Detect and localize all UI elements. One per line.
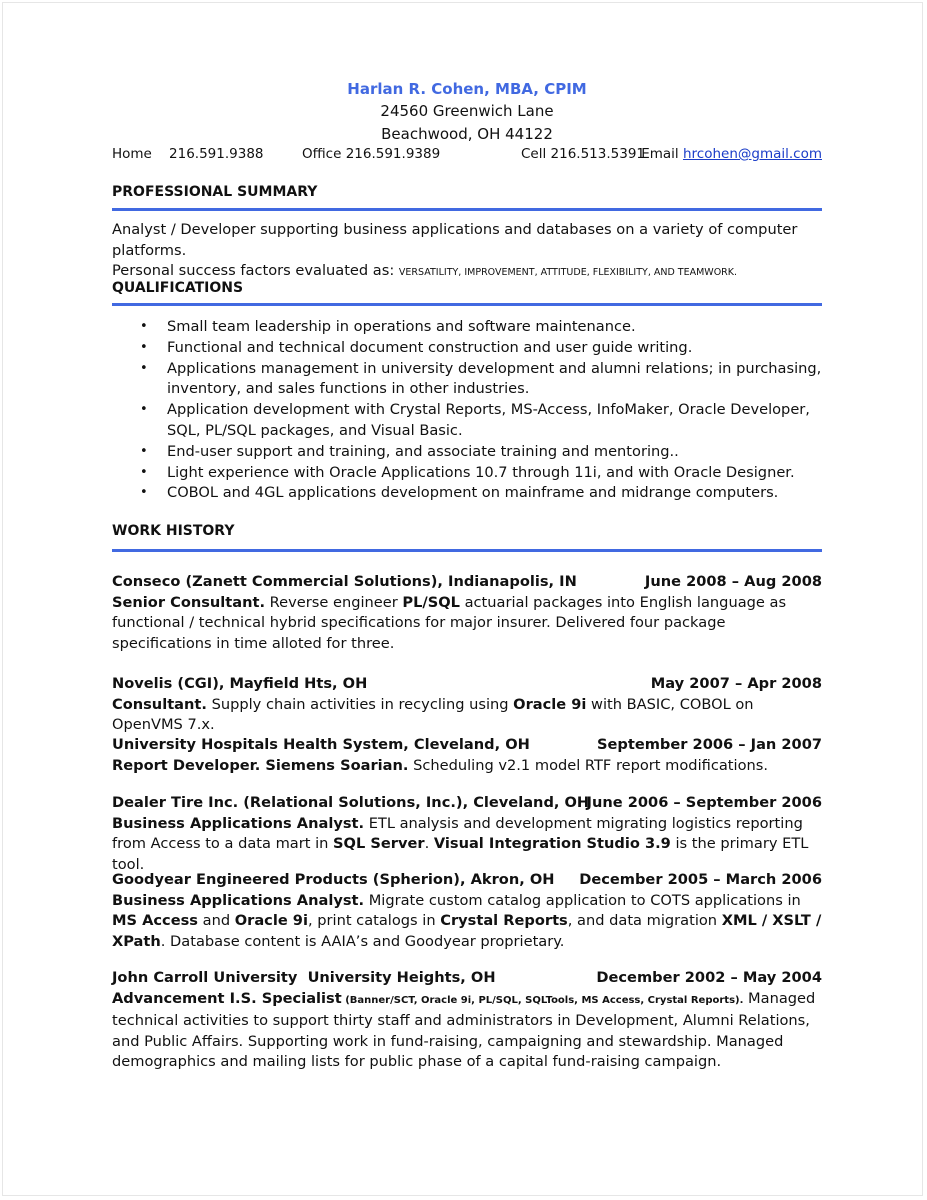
- job-description: [112, 989, 822, 1073]
- email-link[interactable]: hrcohen@gmail.com: [682, 146, 822, 162]
- job-entry: [112, 572, 822, 654]
- job-text: and: [197, 912, 235, 929]
- job-header: [112, 735, 822, 756]
- job-header: [112, 968, 822, 989]
- job-description: [112, 891, 822, 953]
- office-phone: Office 216.591.9389: [302, 146, 441, 162]
- job-tech: SQL Server: [333, 835, 425, 852]
- job-header: [112, 572, 822, 593]
- qualifications-divider: [112, 303, 822, 306]
- qualifications-title: QUALIFICATIONS: [112, 280, 244, 296]
- job-description: [112, 756, 822, 777]
- job-text: Reverse engineer: [265, 593, 403, 611]
- qualification-item: [112, 463, 822, 484]
- job-tech: XML / XSLT / XPath: [112, 912, 822, 950]
- job-role: Consultant.: [112, 695, 207, 713]
- qualification-text: Small team leadership in operations and software maintenance.: [167, 318, 636, 335]
- job-company: Novelis (CGI), Mayfield Hts, OH: [112, 675, 368, 692]
- work-history-title: WORK HISTORY: [112, 523, 235, 539]
- job-text: actuarial packages into English language as functional / technical hybrid specifications for major insurer. Delivered four package specifications in time alloted for three.: [112, 593, 787, 652]
- job-entry: [112, 870, 822, 952]
- work-history-divider: [112, 549, 822, 552]
- job-entry: [112, 735, 822, 776]
- summary-line-2-prefix: Personal success factors evaluated as:: [112, 262, 399, 279]
- job-text: ETL analysis and development migrating logistics reporting from Access to a data mart in: [112, 814, 803, 852]
- job-company: Dealer Tire Inc. (Relational Solutions, Inc.), Cleveland, OH: [112, 794, 590, 811]
- qualification-item: [112, 400, 822, 442]
- job-role: Advancement I.S. Specialist: [112, 989, 342, 1007]
- job-company: Conseco (Zanett Commercial Solutions), Indianapolis, IN: [112, 573, 577, 590]
- job-description: [112, 695, 822, 736]
- candidate-name: Harlan R. Cohen, MBA, CPIM: [347, 80, 587, 98]
- address-line-2: Beachwood, OH 44122: [381, 125, 553, 143]
- job-header: [112, 870, 822, 891]
- bullet-icon: •: [140, 319, 148, 334]
- bullet-icon: •: [140, 339, 148, 355]
- job-role: Business Applications Analyst.: [112, 814, 365, 832]
- job-text: , print catalogs in: [307, 912, 441, 929]
- resume-page: [2, 2, 923, 1196]
- qualification-item: [112, 483, 822, 504]
- job-dates: December 2002 – May 2004: [596, 969, 822, 986]
- job-text: with BASIC, COBOL on OpenVMS 7.x.: [112, 695, 754, 733]
- summary-title: PROFESSIONAL SUMMARY: [112, 184, 318, 200]
- qualification-text: COBOL and 4GL applications development on mainframe and midrange computers.: [167, 484, 779, 502]
- qualification-text: Light experience with Oracle Applications 10.7 through 11i, and with Oracle Designer.: [167, 463, 795, 481]
- job-entry: [112, 793, 822, 875]
- job-text: Scheduling v2.1 model RTF report modifications.: [408, 756, 768, 774]
- email-label: Email: [641, 146, 683, 162]
- summary-line-1: Analyst / Developer supporting business applications and databases on a variety of computer platforms.: [112, 221, 798, 259]
- qualification-item: [112, 338, 822, 359]
- address-line-1: 24560 Greenwich Lane: [380, 102, 554, 120]
- qualification-text: End-user support and training, and associate training and mentoring..: [167, 442, 679, 460]
- job-text: . Database content is AAIA’s and Goodyear proprietary.: [160, 932, 565, 950]
- job-dates: June 2006 – September 2006: [586, 794, 822, 811]
- bullet-icon: •: [140, 402, 148, 418]
- qualification-item: [112, 442, 822, 463]
- qualifications-list: [112, 317, 822, 504]
- job-role: Senior Consultant.: [112, 593, 266, 611]
- bullet-icon: •: [140, 360, 148, 376]
- job-company: John Carroll University University Heights, OH: [112, 969, 496, 986]
- job-entry: [112, 968, 822, 1073]
- qualification-item: [112, 359, 822, 401]
- job-company: University Hospitals Health System, Cleveland, OH: [112, 736, 530, 753]
- job-tech: Oracle 9i: [513, 695, 587, 713]
- job-tech: Crystal Reports: [440, 912, 568, 929]
- job-tools: (Banner/SCT, Oracle 9i, PL/SQL, SQLTools, MS Access, Crystal Reports).: [341, 994, 744, 1006]
- qualification-item: [112, 317, 822, 338]
- qualification-text: Application development with Crystal Reports, MS-Access, InfoMaker, Oracle Developer, SQL, PL/SQL packages, and Visual Basic.: [167, 401, 810, 439]
- success-factors: VERSATILITY, IMPROVEMENT, ATTITUDE, FLEXIBILITY, AND TEAMWORK.: [398, 267, 738, 278]
- job-entry: [112, 674, 822, 736]
- job-tech: Oracle 9i: [234, 912, 308, 929]
- job-text: , and data migration: [567, 912, 722, 929]
- job-header: [112, 793, 822, 814]
- summary-divider: [112, 208, 822, 211]
- bullet-icon: •: [140, 443, 148, 459]
- job-tech: Visual Integration Studio 3.9: [433, 835, 671, 852]
- job-tech: PL/SQL: [402, 593, 460, 611]
- job-text: Supply chain activities in recycling using: [206, 695, 514, 713]
- job-text: Managed technical activities to support thirty staff and administrators in Development, Alumni Relations, and Public Affairs. Supporting work in fund-raising, campaigning and stewardship. Managed demographics and mailing lists for public phase of a capital fund-raising campaign.: [112, 989, 816, 1070]
- job-header: [112, 674, 822, 695]
- bullet-icon: •: [140, 485, 148, 501]
- job-role: Business Applications Analyst.: [112, 891, 365, 909]
- qualification-text: Functional and technical document construction and user guide writing.: [167, 338, 693, 356]
- job-dates: December 2005 – March 2006: [579, 871, 822, 888]
- job-dates: June 2008 – Aug 2008: [644, 573, 822, 590]
- email-line: [641, 146, 822, 162]
- job-dates: May 2007 – Apr 2008: [650, 675, 822, 692]
- job-role: Report Developer. Siemens Soarian.: [112, 756, 409, 774]
- bullet-icon: •: [140, 464, 148, 480]
- job-text: is the primary ETL tool.: [112, 835, 809, 873]
- job-dates: September 2006 – Jan 2007: [597, 736, 822, 753]
- job-description: [112, 814, 822, 876]
- job-tech: MS Access: [112, 912, 198, 929]
- cell-phone: Cell 216.513.5391: [521, 146, 645, 162]
- job-text: .: [424, 835, 434, 852]
- summary-text: [112, 220, 822, 284]
- qualification-text: Applications management in university development and alumni relations; in purchasing, inventory, and sales functions in other industries.: [167, 359, 822, 398]
- job-description: [112, 593, 822, 655]
- home-phone: Home 216.591.9388: [112, 146, 264, 162]
- job-text: Migrate custom catalog application to COTS applications in: [364, 891, 801, 909]
- job-company: Goodyear Engineered Products (Spherion), Akron, OH: [112, 871, 555, 888]
